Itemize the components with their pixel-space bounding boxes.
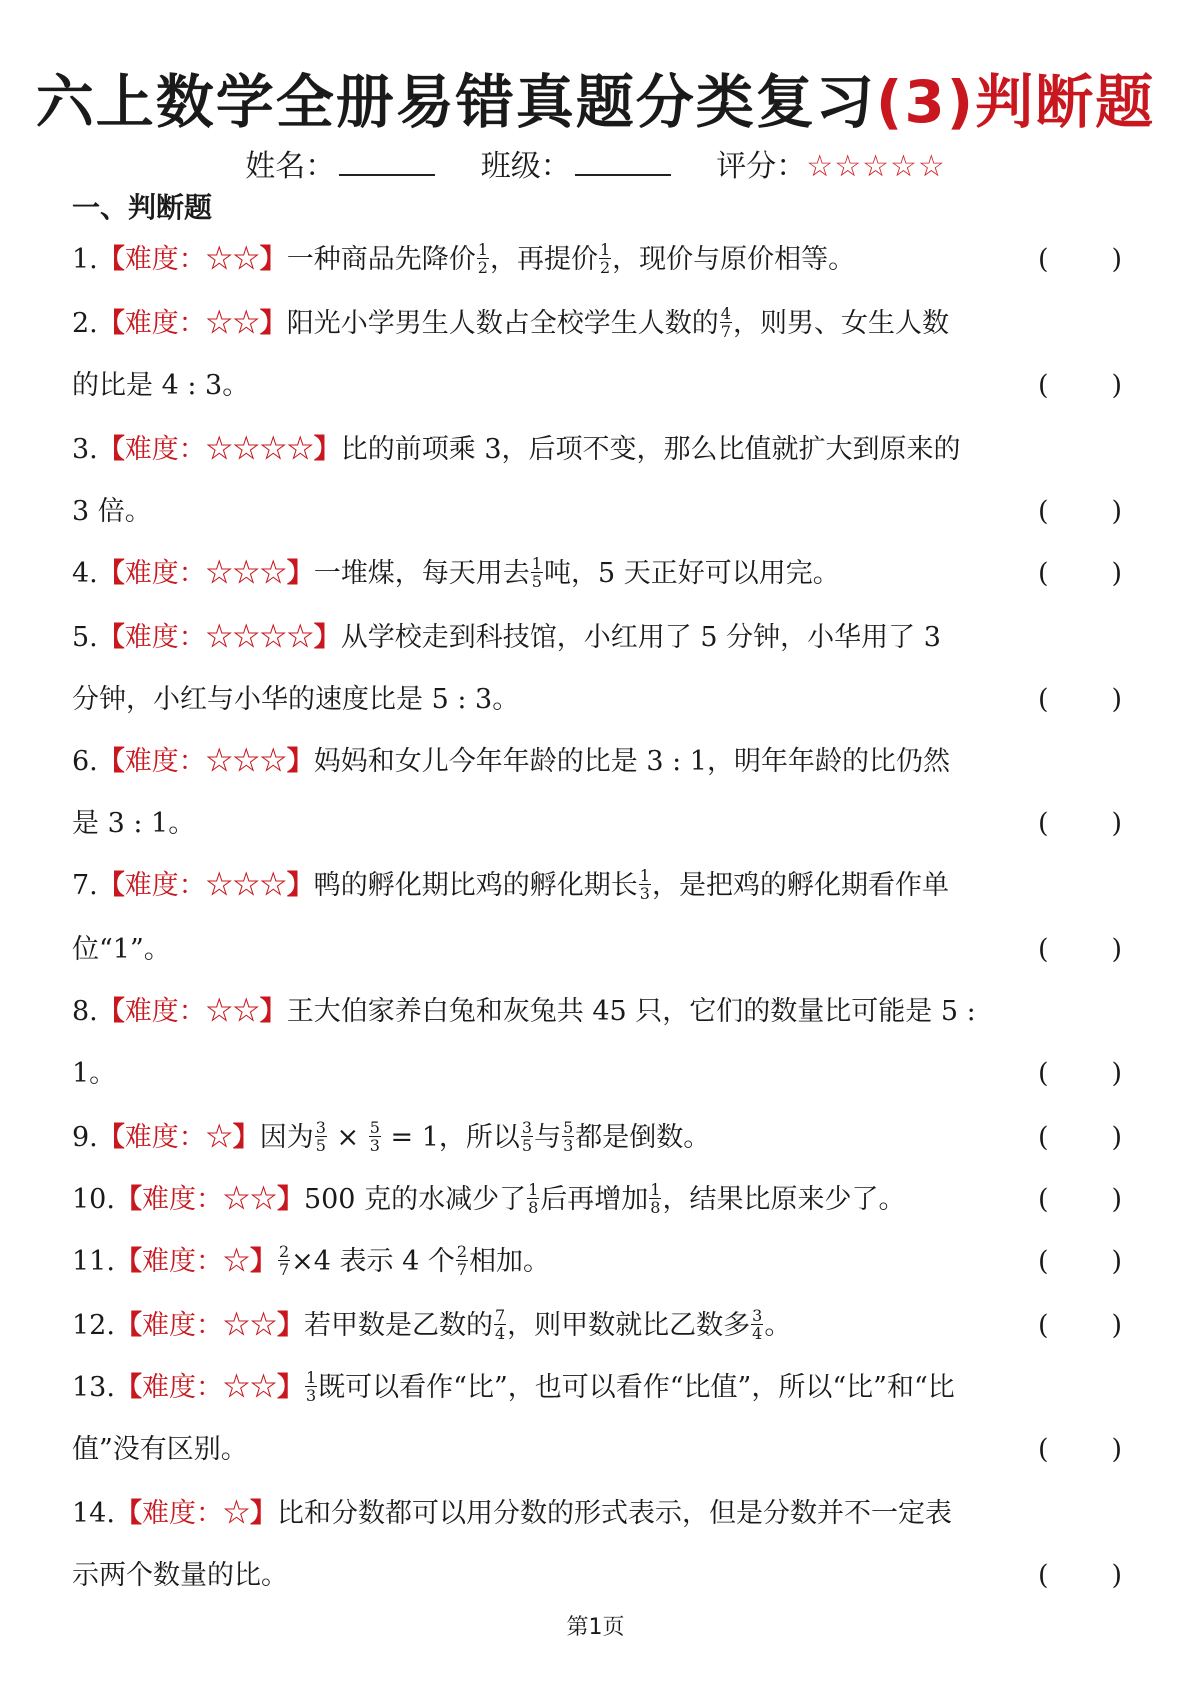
difficulty-stars-icon: ☆☆☆☆ — [205, 434, 314, 465]
question-text: 从学校走到科技馆，小红用了 5 分钟，小华用了 3 — [340, 622, 941, 653]
class-field[interactable] — [481, 149, 671, 184]
answer-blank[interactable] — [1038, 490, 1122, 534]
question-number: 9. — [72, 1122, 98, 1153]
paren-close: ) — [1111, 370, 1122, 401]
difficulty-tag — [98, 746, 314, 777]
question-text: 阳光小学男生人数占全校学生人数的 — [286, 308, 719, 339]
question-text: 比和分数都可以用分数的形式表示，但是分数并不一定表 — [276, 1498, 952, 1529]
bracket-close: 】 — [276, 1310, 304, 1341]
fraction — [315, 1119, 327, 1154]
numerator: 1 — [599, 240, 611, 259]
question-number: 12. — [72, 1310, 115, 1341]
paren-close: ) — [1111, 1122, 1122, 1153]
paren-open: ( — [1038, 1246, 1049, 1277]
question-item — [72, 428, 1122, 472]
answer-blank[interactable] — [1038, 238, 1122, 282]
name-blank[interactable] — [339, 144, 435, 176]
difficulty-tag — [98, 434, 341, 465]
numerator: 1 — [528, 1180, 539, 1199]
title-main: 六上数学全册易错真题分类复习 — [35, 68, 876, 136]
bracket-open: 【 — [97, 870, 125, 901]
bracket-open: 【 — [97, 244, 125, 275]
paren-close: ) — [1111, 1184, 1122, 1215]
question-number: 3. — [72, 434, 98, 465]
question-text: 比的前项乘 3，后项不变，那么比值就扩大到原来的 — [340, 434, 961, 465]
name-field[interactable] — [245, 149, 435, 184]
paren-open: ( — [1038, 1184, 1049, 1215]
denominator: 7 — [278, 1260, 290, 1279]
denominator: 7 — [456, 1260, 468, 1279]
denominator: 3 — [639, 884, 650, 903]
paren-open: ( — [1038, 1434, 1049, 1465]
question-continuation: 示两个数量的比。 — [72, 1560, 288, 1591]
question-number: 6. — [72, 746, 98, 777]
section-title: 一、判断题 — [72, 191, 213, 224]
answer-blank[interactable] — [1038, 1554, 1122, 1598]
denominator: 4 — [494, 1324, 506, 1343]
question-text: 相加。 — [469, 1246, 551, 1277]
numerator: 3 — [752, 1306, 763, 1325]
question-text: 500 克的水减少了 — [303, 1184, 527, 1215]
bracket-open: 【 — [97, 308, 125, 339]
bracket-open: 【 — [97, 746, 125, 777]
bracket-close: 】 — [259, 308, 287, 339]
bracket-close: 】 — [249, 1246, 277, 1277]
paren-open: ( — [1038, 1122, 1049, 1153]
bracket-open: 【 — [97, 434, 125, 465]
numerator: 1 — [650, 1180, 661, 1199]
bracket-open: 【 — [97, 622, 125, 653]
numerator: 3 — [315, 1118, 326, 1137]
difficulty-label: 难度： — [141, 1184, 223, 1215]
difficulty-tag — [98, 622, 341, 653]
question-text: 既可以看作“比”，也可以看作“比值”，所以“比”和“比 — [318, 1372, 955, 1403]
bracket-open: 【 — [114, 1498, 142, 1529]
paren-open: ( — [1038, 1058, 1049, 1089]
question-continuation: 值”没有区别。 — [72, 1434, 248, 1465]
fraction — [278, 1243, 290, 1278]
answer-blank[interactable] — [1038, 1304, 1122, 1348]
difficulty-tag — [98, 558, 314, 589]
question-continuation: 分钟，小红与小华的速度比是 5 : 3。 — [72, 684, 520, 715]
question-item — [72, 1366, 1122, 1410]
class-label: 班级： — [480, 149, 571, 184]
paren-open: ( — [1038, 1560, 1049, 1591]
answer-blank[interactable] — [1038, 1240, 1122, 1284]
difficulty-stars-icon: ☆☆ — [222, 1372, 277, 1403]
question-item — [72, 1116, 1122, 1160]
numerator: 7 — [494, 1306, 506, 1325]
fraction — [649, 1181, 661, 1216]
denominator: 4 — [752, 1324, 763, 1343]
paren-close: ) — [1111, 1434, 1122, 1465]
difficulty-label: 难度： — [124, 244, 206, 275]
fraction — [369, 1119, 381, 1154]
difficulty-stars-icon: ☆☆☆ — [205, 746, 287, 777]
bracket-open: 【 — [97, 1122, 125, 1153]
page-title — [0, 62, 1191, 142]
question-text: × — [327, 1122, 368, 1153]
class-blank[interactable] — [575, 144, 671, 176]
paren-close: ) — [1111, 558, 1122, 589]
question-item — [72, 552, 1122, 596]
denominator: 3 — [563, 1136, 574, 1155]
difficulty-label: 难度： — [124, 558, 206, 589]
denominator: 2 — [477, 258, 488, 277]
question-text: 。 — [764, 1310, 792, 1341]
question-continuation: 的比是 4 : 3。 — [72, 370, 250, 401]
question-number: 13. — [72, 1372, 115, 1403]
page-number: 第1页 — [566, 1615, 625, 1640]
question-text: 因为 — [259, 1122, 314, 1153]
question-text: 都是倒数。 — [575, 1122, 711, 1153]
numerator: 2 — [456, 1242, 468, 1261]
question-number: 14. — [72, 1498, 115, 1529]
fraction — [531, 555, 543, 590]
bracket-open: 【 — [97, 558, 125, 589]
difficulty-tag — [98, 996, 287, 1027]
difficulty-tag — [115, 1246, 277, 1277]
paren-open: ( — [1038, 244, 1049, 275]
bracket-close: 】 — [259, 244, 287, 275]
question-number: 10. — [72, 1184, 115, 1215]
answer-blank[interactable] — [1038, 928, 1122, 972]
name-label: 姓名： — [245, 149, 336, 184]
difficulty-stars-icon: ☆☆ — [222, 1310, 277, 1341]
question-text: 吨，5 天正好可以用完。 — [543, 558, 840, 589]
question-text: ，则甲数就比乙数多 — [507, 1310, 751, 1341]
denominator: 5 — [521, 1136, 533, 1155]
paren-open: ( — [1038, 1310, 1049, 1341]
question-text: ，则男、女生人数 — [732, 308, 949, 339]
difficulty-label: 难度： — [124, 434, 206, 465]
fraction — [456, 1243, 468, 1278]
bracket-close: 】 — [286, 870, 314, 901]
difficulty-label: 难度： — [124, 308, 206, 339]
answer-blank[interactable] — [1038, 1052, 1122, 1096]
question-item — [72, 616, 1122, 660]
difficulty-stars-icon: ☆☆ — [205, 996, 260, 1027]
question-item — [72, 990, 1122, 1034]
difficulty-tag — [115, 1310, 304, 1341]
question-item — [72, 1178, 1122, 1222]
question-continuation: 1。 — [72, 1058, 117, 1089]
numerator: 1 — [477, 240, 488, 259]
paren-close: ) — [1111, 1246, 1122, 1277]
difficulty-stars-icon: ☆☆ — [222, 1184, 277, 1215]
score-field — [716, 149, 945, 184]
denominator: 2 — [599, 258, 611, 277]
bracket-open: 【 — [114, 1372, 142, 1403]
bracket-close: 】 — [313, 434, 341, 465]
question-number: 11. — [72, 1246, 115, 1277]
answer-blank[interactable] — [1038, 552, 1122, 596]
bracket-close: 】 — [276, 1184, 304, 1215]
score-stars-icon: ☆☆☆☆☆ — [806, 149, 946, 184]
bracket-open: 【 — [114, 1246, 142, 1277]
difficulty-stars-icon: ☆ — [222, 1498, 250, 1529]
difficulty-label: 难度： — [124, 870, 206, 901]
paren-close: ) — [1111, 934, 1122, 965]
question-text: ，再提价 — [489, 244, 598, 275]
fraction — [599, 241, 611, 276]
difficulty-stars-icon: ☆☆☆☆ — [205, 622, 314, 653]
paren-open: ( — [1038, 684, 1049, 715]
paren-open: ( — [1038, 558, 1049, 589]
numerator: 1 — [305, 1368, 317, 1387]
difficulty-stars-icon: ☆☆☆ — [205, 558, 287, 589]
paren-close: ) — [1111, 1310, 1122, 1341]
question-item — [72, 864, 1122, 908]
difficulty-label: 难度： — [141, 1498, 223, 1529]
difficulty-stars-icon: ☆☆☆ — [205, 870, 287, 901]
bracket-close: 】 — [259, 996, 287, 1027]
numerator: 2 — [278, 1242, 290, 1261]
question-text: 王大伯家养白兔和灰兔共 45 只，它们的数量比可能是 5 : — [286, 996, 976, 1027]
fraction — [527, 1181, 539, 1216]
title-topic: (3)判断题 — [875, 68, 1156, 136]
paren-open: ( — [1038, 808, 1049, 839]
question-number: 2. — [72, 308, 98, 339]
student-info-line — [0, 144, 1191, 189]
question-text: 一种商品先降价 — [286, 244, 476, 275]
difficulty-stars-icon: ☆☆ — [205, 244, 260, 275]
numerator: 5 — [369, 1118, 380, 1137]
fraction — [562, 1119, 574, 1154]
question-number: 8. — [72, 996, 98, 1027]
numerator: 1 — [639, 866, 650, 885]
question-text: 若甲数是乙数的 — [303, 1310, 493, 1341]
denominator: 3 — [369, 1136, 380, 1155]
paren-close: ) — [1111, 496, 1122, 527]
fraction — [494, 1307, 506, 1342]
question-text: 与 — [534, 1122, 562, 1153]
bracket-open: 【 — [97, 996, 125, 1027]
difficulty-tag — [115, 1184, 304, 1215]
difficulty-label: 难度： — [141, 1246, 223, 1277]
difficulty-label: 难度： — [141, 1310, 223, 1341]
fraction — [751, 1307, 763, 1342]
difficulty-tag — [98, 1122, 260, 1153]
question-number: 4. — [72, 558, 98, 589]
difficulty-label: 难度： — [124, 996, 206, 1027]
question-item — [72, 1240, 1122, 1284]
numerator: 4 — [720, 304, 731, 323]
paren-close: ) — [1111, 1560, 1122, 1591]
score-label: 评分： — [716, 149, 807, 184]
bracket-open: 【 — [114, 1184, 142, 1215]
paren-open: ( — [1038, 370, 1049, 401]
paren-open: ( — [1038, 934, 1049, 965]
denominator: 8 — [650, 1198, 661, 1217]
bracket-close: 】 — [313, 622, 341, 653]
question-number: 1. — [72, 244, 98, 275]
answer-blank[interactable] — [1038, 1428, 1122, 1472]
fraction — [639, 867, 651, 902]
difficulty-stars-icon: ☆ — [205, 1122, 233, 1153]
paren-open: ( — [1038, 496, 1049, 527]
difficulty-label: 难度： — [124, 746, 206, 777]
denominator: 3 — [305, 1386, 317, 1405]
denominator: 5 — [315, 1136, 326, 1155]
question-text: ，是把鸡的孵化期看作单 — [651, 870, 949, 901]
fraction — [521, 1119, 533, 1154]
bracket-close: 】 — [276, 1372, 304, 1403]
paren-close: ) — [1111, 684, 1122, 715]
question-item — [72, 1304, 1122, 1348]
difficulty-label: 难度： — [124, 622, 206, 653]
question-text: ，现价与原价相等。 — [612, 244, 856, 275]
numerator: 1 — [531, 554, 542, 573]
question-text: 鸭的孵化期比鸡的孵化期长 — [313, 870, 638, 901]
question-text: ×4 表示 4 个 — [291, 1246, 455, 1277]
difficulty-tag — [98, 244, 287, 275]
question-item — [72, 740, 1122, 784]
bracket-open: 【 — [114, 1310, 142, 1341]
bracket-close: 】 — [249, 1498, 277, 1529]
difficulty-label: 难度： — [141, 1372, 223, 1403]
difficulty-tag — [115, 1498, 277, 1529]
numerator: 3 — [521, 1118, 533, 1137]
question-item — [72, 302, 1122, 346]
fraction — [720, 305, 732, 340]
answer-blank[interactable] — [1038, 1178, 1122, 1222]
denominator: 7 — [720, 322, 731, 341]
question-continuation: 是 3 : 1。 — [72, 808, 196, 839]
question-text: 后再增加 — [540, 1184, 649, 1215]
difficulty-stars-icon: ☆ — [222, 1246, 250, 1277]
question-continuation: 3 倍。 — [72, 496, 152, 527]
numerator: 5 — [563, 1118, 574, 1137]
bracket-close: 】 — [286, 746, 314, 777]
question-item — [72, 1492, 1122, 1536]
question-number: 7. — [72, 870, 98, 901]
question-number: 5. — [72, 622, 98, 653]
fraction — [305, 1369, 317, 1404]
denominator: 8 — [528, 1198, 539, 1217]
fraction — [477, 241, 489, 276]
answer-blank[interactable] — [1038, 802, 1122, 846]
bracket-close: 】 — [286, 558, 314, 589]
difficulty-tag — [98, 870, 314, 901]
paren-close: ) — [1111, 808, 1122, 839]
bracket-close: 】 — [232, 1122, 260, 1153]
question-text: ，结果比原来少了。 — [662, 1184, 906, 1215]
paren-close: ) — [1111, 244, 1122, 275]
paren-close: ) — [1111, 1058, 1122, 1089]
difficulty-stars-icon: ☆☆ — [205, 308, 260, 339]
difficulty-tag — [98, 308, 287, 339]
difficulty-label: 难度： — [124, 1122, 206, 1153]
question-item — [72, 238, 1122, 282]
question-text: 一堆煤，每天用去 — [313, 558, 530, 589]
question-text: 妈妈和女儿今年年龄的比是 3 : 1，明年年龄的比仍然 — [313, 746, 950, 777]
question-text: = 1，所以 — [381, 1122, 520, 1153]
answer-blank[interactable] — [1038, 364, 1122, 408]
difficulty-tag — [115, 1372, 304, 1403]
answer-blank[interactable] — [1038, 1116, 1122, 1160]
answer-blank[interactable] — [1038, 678, 1122, 722]
denominator: 5 — [531, 572, 542, 591]
question-continuation: 位“1”。 — [72, 934, 171, 965]
